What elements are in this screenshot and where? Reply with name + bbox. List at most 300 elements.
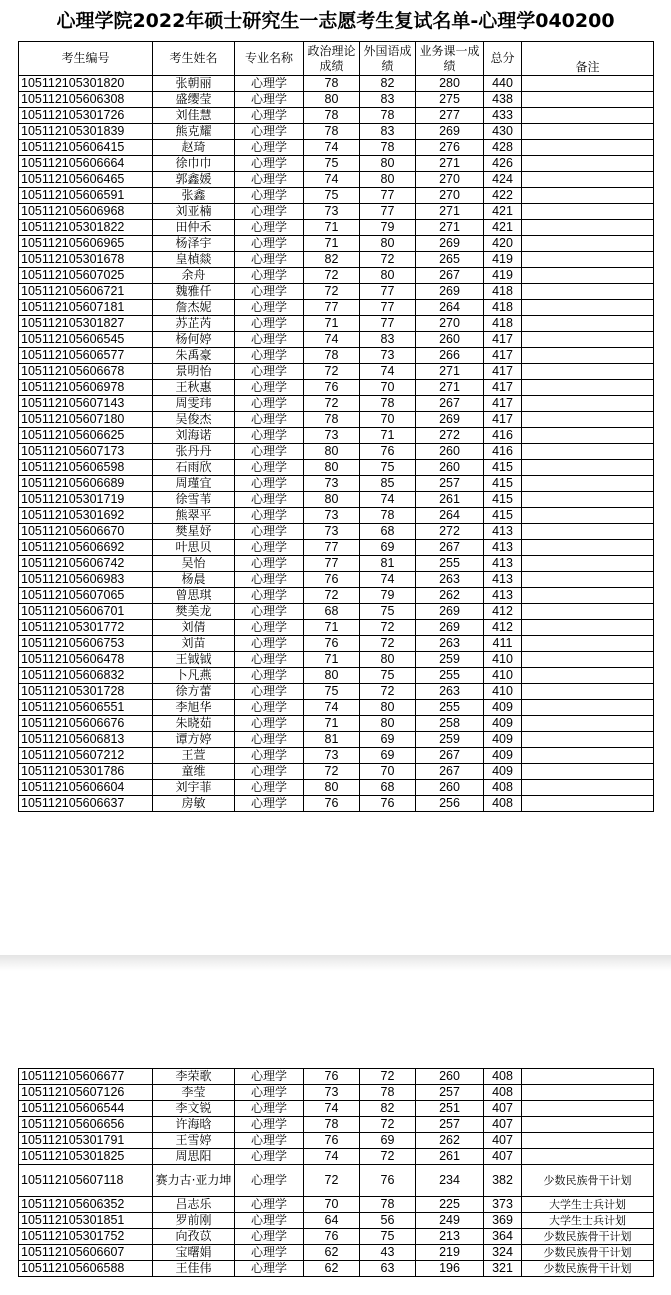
cell-major: 心理学 <box>235 268 304 284</box>
cell-foreign: 80 <box>360 268 416 284</box>
table-row <box>19 1149 654 1165</box>
cell-name: 张朝丽 <box>153 76 235 92</box>
cell-major: 心理学 <box>235 204 304 220</box>
cell-note <box>522 636 654 652</box>
cell-name: 曾思琪 <box>153 588 235 604</box>
cell-note <box>522 556 654 572</box>
cell-id: 105112105301839 <box>19 124 153 140</box>
cell-major: 心理学 <box>235 1117 304 1133</box>
cell-foreign: 77 <box>360 204 416 220</box>
table-row <box>19 412 654 428</box>
cell-name: 朱晓茹 <box>153 716 235 732</box>
table-row <box>19 764 654 780</box>
cell-professional: 264 <box>416 300 484 316</box>
table-row <box>19 1117 654 1133</box>
cell-professional: 263 <box>416 572 484 588</box>
cell-name: 吕志乐 <box>153 1197 235 1213</box>
cell-id: 105112105606965 <box>19 236 153 252</box>
cell-politics: 70 <box>304 1197 360 1213</box>
table-body-page-2 <box>19 1069 654 1277</box>
cell-foreign: 77 <box>360 188 416 204</box>
cell-note <box>522 348 654 364</box>
table-row <box>19 684 654 700</box>
cell-name: 詹杰妮 <box>153 300 235 316</box>
cell-foreign: 72 <box>360 252 416 268</box>
cell-total: 412 <box>484 604 522 620</box>
cell-id: 105112105607212 <box>19 748 153 764</box>
cell-professional: 260 <box>416 780 484 796</box>
cell-name: 李荣歌 <box>153 1069 235 1085</box>
table-row <box>19 1245 654 1261</box>
cell-note <box>522 476 654 492</box>
cell-id: 105112105301772 <box>19 620 153 636</box>
cell-professional: 269 <box>416 124 484 140</box>
cell-id: 105112105606676 <box>19 716 153 732</box>
table-row <box>19 796 654 812</box>
cell-id: 105112105606677 <box>19 1069 153 1085</box>
cell-major: 心理学 <box>235 348 304 364</box>
cell-major: 心理学 <box>235 540 304 556</box>
cell-total: 369 <box>484 1213 522 1229</box>
cell-note <box>522 524 654 540</box>
cell-id: 105112105606701 <box>19 604 153 620</box>
table-row <box>19 316 654 332</box>
table-row <box>19 700 654 716</box>
cell-total: 408 <box>484 796 522 812</box>
cell-id: 105112105606637 <box>19 796 153 812</box>
cell-professional: 255 <box>416 668 484 684</box>
cell-note <box>522 124 654 140</box>
cell-note: 少数民族骨干计划 <box>522 1261 654 1277</box>
cell-foreign: 74 <box>360 572 416 588</box>
table-row <box>19 140 654 156</box>
cell-major: 心理学 <box>235 284 304 300</box>
cell-politics: 72 <box>304 396 360 412</box>
cell-major: 心理学 <box>235 460 304 476</box>
cell-politics: 76 <box>304 1229 360 1245</box>
cell-name: 张丹丹 <box>153 444 235 460</box>
cell-note <box>522 732 654 748</box>
cell-professional: 261 <box>416 1149 484 1165</box>
cell-id: 105112105301719 <box>19 492 153 508</box>
cell-note: 少数民族骨干计划 <box>522 1229 654 1245</box>
table-row <box>19 748 654 764</box>
cell-major: 心理学 <box>235 428 304 444</box>
cell-major: 心理学 <box>235 92 304 108</box>
cell-professional: 269 <box>416 412 484 428</box>
cell-major: 心理学 <box>235 1149 304 1165</box>
cell-name: 王秋惠 <box>153 380 235 396</box>
cell-politics: 80 <box>304 444 360 460</box>
cell-major: 心理学 <box>235 220 304 236</box>
cell-politics: 73 <box>304 524 360 540</box>
cell-total: 440 <box>484 76 522 92</box>
cell-name: 赛力古·亚力坤 <box>153 1165 235 1197</box>
cell-total: 373 <box>484 1197 522 1213</box>
cell-professional: 249 <box>416 1213 484 1229</box>
table-row <box>19 172 654 188</box>
cell-foreign: 76 <box>360 444 416 460</box>
table-row <box>19 492 654 508</box>
cell-total: 428 <box>484 140 522 156</box>
cell-note <box>522 204 654 220</box>
cell-total: 407 <box>484 1149 522 1165</box>
cell-politics: 71 <box>304 620 360 636</box>
cell-name: 皇楨燚 <box>153 252 235 268</box>
cell-professional: 265 <box>416 252 484 268</box>
table-row <box>19 284 654 300</box>
cell-major: 心理学 <box>235 556 304 572</box>
table-row <box>19 572 654 588</box>
cell-note <box>522 236 654 252</box>
cell-foreign: 80 <box>360 716 416 732</box>
cell-total: 415 <box>484 460 522 476</box>
table-row <box>19 1213 654 1229</box>
cell-major: 心理学 <box>235 572 304 588</box>
cell-major: 心理学 <box>235 748 304 764</box>
cell-foreign: 70 <box>360 412 416 428</box>
cell-note <box>522 332 654 348</box>
cell-politics: 72 <box>304 268 360 284</box>
cell-major: 心理学 <box>235 652 304 668</box>
cell-name: 谭方婷 <box>153 732 235 748</box>
cell-professional: 259 <box>416 652 484 668</box>
cell-foreign: 72 <box>360 636 416 652</box>
cell-total: 430 <box>484 124 522 140</box>
cell-note <box>522 1069 654 1085</box>
table-row <box>19 460 654 476</box>
cell-politics: 76 <box>304 572 360 588</box>
cell-note <box>522 492 654 508</box>
cell-major: 心理学 <box>235 780 304 796</box>
candidate-table-page-2 <box>18 1068 654 1277</box>
cell-professional: 261 <box>416 492 484 508</box>
cell-politics: 71 <box>304 652 360 668</box>
cell-professional: 262 <box>416 588 484 604</box>
cell-id: 105112105301822 <box>19 220 153 236</box>
cell-id: 105112105607173 <box>19 444 153 460</box>
cell-politics: 74 <box>304 1149 360 1165</box>
cell-politics: 64 <box>304 1213 360 1229</box>
cell-foreign: 82 <box>360 76 416 92</box>
cell-name: 刘宇菲 <box>153 780 235 796</box>
cell-professional: 276 <box>416 140 484 156</box>
cell-foreign: 80 <box>360 172 416 188</box>
cell-politics: 71 <box>304 716 360 732</box>
header-politics: 政治理论成绩 <box>304 42 360 76</box>
cell-total: 418 <box>484 284 522 300</box>
table-header-row <box>19 42 654 76</box>
cell-major: 心理学 <box>235 396 304 412</box>
cell-major: 心理学 <box>235 796 304 812</box>
cell-note <box>522 284 654 300</box>
cell-major: 心理学 <box>235 684 304 700</box>
cell-total: 438 <box>484 92 522 108</box>
cell-id: 105112105606721 <box>19 284 153 300</box>
cell-professional: 271 <box>416 364 484 380</box>
cell-foreign: 72 <box>360 1069 416 1085</box>
cell-id: 105112105606308 <box>19 92 153 108</box>
table-row <box>19 92 654 108</box>
table-row <box>19 332 654 348</box>
cell-total: 417 <box>484 380 522 396</box>
cell-id: 105112105606625 <box>19 428 153 444</box>
table-row <box>19 300 654 316</box>
cell-name: 余舟 <box>153 268 235 284</box>
cell-total: 418 <box>484 316 522 332</box>
cell-note <box>522 444 654 460</box>
cell-foreign: 72 <box>360 684 416 700</box>
table-row <box>19 156 654 172</box>
cell-major: 心理学 <box>235 1213 304 1229</box>
cell-politics: 73 <box>304 508 360 524</box>
cell-major: 心理学 <box>235 316 304 332</box>
cell-total: 409 <box>484 732 522 748</box>
cell-name: 房敏 <box>153 796 235 812</box>
cell-id: 105112105607181 <box>19 300 153 316</box>
cell-foreign: 69 <box>360 1133 416 1149</box>
cell-note <box>522 252 654 268</box>
cell-politics: 80 <box>304 780 360 796</box>
candidate-table-page-1 <box>18 41 654 812</box>
cell-total: 433 <box>484 108 522 124</box>
cell-politics: 72 <box>304 764 360 780</box>
cell-total: 416 <box>484 444 522 460</box>
cell-professional: 213 <box>416 1229 484 1245</box>
table-row <box>19 604 654 620</box>
table-row <box>19 636 654 652</box>
cell-total: 409 <box>484 700 522 716</box>
cell-professional: 280 <box>416 76 484 92</box>
cell-note <box>522 188 654 204</box>
cell-note <box>522 684 654 700</box>
cell-note <box>522 748 654 764</box>
cell-foreign: 70 <box>360 764 416 780</box>
cell-foreign: 78 <box>360 1197 416 1213</box>
cell-note <box>522 700 654 716</box>
cell-politics: 80 <box>304 492 360 508</box>
cell-professional: 225 <box>416 1197 484 1213</box>
cell-foreign: 82 <box>360 1101 416 1117</box>
cell-note <box>522 620 654 636</box>
cell-note <box>522 796 654 812</box>
cell-major: 心理学 <box>235 1085 304 1101</box>
cell-total: 411 <box>484 636 522 652</box>
cell-professional: 257 <box>416 1085 484 1101</box>
cell-note: 大学生士兵计划 <box>522 1213 654 1229</box>
cell-note: 大学生士兵计划 <box>522 1197 654 1213</box>
header-major: 专业名称 <box>235 42 304 76</box>
header-professional: 业务课一成绩 <box>416 42 484 76</box>
cell-professional: 255 <box>416 556 484 572</box>
cell-total: 413 <box>484 540 522 556</box>
cell-foreign: 79 <box>360 588 416 604</box>
cell-id: 105112105606978 <box>19 380 153 396</box>
cell-foreign: 74 <box>360 364 416 380</box>
cell-major: 心理学 <box>235 476 304 492</box>
cell-major: 心理学 <box>235 764 304 780</box>
cell-professional: 266 <box>416 348 484 364</box>
table-row <box>19 1229 654 1245</box>
cell-professional: 269 <box>416 236 484 252</box>
cell-id: 105112105606591 <box>19 188 153 204</box>
cell-major: 心理学 <box>235 668 304 684</box>
cell-politics: 77 <box>304 556 360 572</box>
page-break <box>0 955 671 971</box>
cell-id: 105112105301786 <box>19 764 153 780</box>
cell-professional: 251 <box>416 1101 484 1117</box>
cell-note <box>522 364 654 380</box>
cell-professional: 267 <box>416 748 484 764</box>
cell-politics: 73 <box>304 748 360 764</box>
cell-major: 心理学 <box>235 380 304 396</box>
cell-total: 413 <box>484 524 522 540</box>
cell-professional: 277 <box>416 108 484 124</box>
cell-professional: 272 <box>416 524 484 540</box>
cell-foreign: 75 <box>360 668 416 684</box>
cell-note <box>522 540 654 556</box>
cell-professional: 275 <box>416 92 484 108</box>
cell-id: 105112105301827 <box>19 316 153 332</box>
cell-name: 刘倩 <box>153 620 235 636</box>
cell-professional: 267 <box>416 396 484 412</box>
cell-note <box>522 396 654 412</box>
cell-politics: 80 <box>304 92 360 108</box>
cell-id: 105112105301791 <box>19 1133 153 1149</box>
cell-politics: 74 <box>304 140 360 156</box>
cell-politics: 75 <box>304 188 360 204</box>
cell-major: 心理学 <box>235 732 304 748</box>
cell-total: 382 <box>484 1165 522 1197</box>
cell-name: 周雯玮 <box>153 396 235 412</box>
cell-total: 417 <box>484 396 522 412</box>
cell-professional: 267 <box>416 764 484 780</box>
cell-professional: 260 <box>416 460 484 476</box>
cell-foreign: 83 <box>360 92 416 108</box>
cell-major: 心理学 <box>235 188 304 204</box>
cell-note <box>522 92 654 108</box>
cell-politics: 76 <box>304 380 360 396</box>
cell-major: 心理学 <box>235 252 304 268</box>
cell-id: 105112105606968 <box>19 204 153 220</box>
cell-total: 419 <box>484 268 522 284</box>
cell-id: 105112105606415 <box>19 140 153 156</box>
cell-name: 王雪婷 <box>153 1133 235 1149</box>
cell-foreign: 72 <box>360 1117 416 1133</box>
cell-major: 心理学 <box>235 1229 304 1245</box>
cell-foreign: 80 <box>360 156 416 172</box>
cell-total: 421 <box>484 204 522 220</box>
cell-total: 324 <box>484 1245 522 1261</box>
cell-name: 童维 <box>153 764 235 780</box>
cell-major: 心理学 <box>235 1197 304 1213</box>
cell-major: 心理学 <box>235 444 304 460</box>
cell-total: 415 <box>484 492 522 508</box>
cell-note <box>522 604 654 620</box>
cell-id: 105112105607025 <box>19 268 153 284</box>
cell-id: 105112105606678 <box>19 364 153 380</box>
cell-name: 杨泽宇 <box>153 236 235 252</box>
cell-name: 田仲禾 <box>153 220 235 236</box>
cell-politics: 76 <box>304 796 360 812</box>
cell-id: 105112105606551 <box>19 700 153 716</box>
cell-major: 心理学 <box>235 1165 304 1197</box>
table-row <box>19 1133 654 1149</box>
cell-note <box>522 588 654 604</box>
cell-note <box>522 268 654 284</box>
cell-note <box>522 172 654 188</box>
cell-note <box>522 508 654 524</box>
cell-id: 105112105606545 <box>19 332 153 348</box>
cell-id: 105112105606692 <box>19 540 153 556</box>
cell-name: 刘海诺 <box>153 428 235 444</box>
cell-id: 105112105606813 <box>19 732 153 748</box>
cell-note <box>522 316 654 332</box>
table-row <box>19 444 654 460</box>
cell-id: 105112105606670 <box>19 524 153 540</box>
cell-name: 吴怡 <box>153 556 235 572</box>
cell-politics: 77 <box>304 300 360 316</box>
cell-major: 心理学 <box>235 700 304 716</box>
cell-foreign: 83 <box>360 332 416 348</box>
cell-major: 心理学 <box>235 508 304 524</box>
cell-politics: 73 <box>304 1085 360 1101</box>
cell-professional: 258 <box>416 716 484 732</box>
cell-id: 105112105301851 <box>19 1213 153 1229</box>
cell-politics: 78 <box>304 348 360 364</box>
table-row <box>19 780 654 796</box>
cell-professional: 264 <box>416 508 484 524</box>
cell-major: 心理学 <box>235 140 304 156</box>
cell-note <box>522 1133 654 1149</box>
cell-id: 105112105606664 <box>19 156 153 172</box>
cell-name: 徐巾巾 <box>153 156 235 172</box>
cell-professional: 263 <box>416 684 484 700</box>
cell-name: 宝曙娟 <box>153 1245 235 1261</box>
cell-major: 心理学 <box>235 300 304 316</box>
cell-total: 409 <box>484 764 522 780</box>
table-row <box>19 556 654 572</box>
cell-politics: 76 <box>304 1133 360 1149</box>
cell-major: 心理学 <box>235 1133 304 1149</box>
cell-note <box>522 1149 654 1165</box>
cell-professional: 269 <box>416 284 484 300</box>
cell-foreign: 78 <box>360 508 416 524</box>
cell-professional: 255 <box>416 700 484 716</box>
cell-note <box>522 300 654 316</box>
cell-foreign: 73 <box>360 348 416 364</box>
cell-professional: 270 <box>416 172 484 188</box>
cell-note <box>522 76 654 92</box>
cell-total: 415 <box>484 476 522 492</box>
cell-total: 412 <box>484 620 522 636</box>
cell-id: 105112105606656 <box>19 1117 153 1133</box>
cell-foreign: 81 <box>360 556 416 572</box>
header-id: 考生编号 <box>19 42 153 76</box>
cell-note <box>522 668 654 684</box>
cell-note <box>522 460 654 476</box>
cell-id: 105112105607065 <box>19 588 153 604</box>
cell-politics: 74 <box>304 172 360 188</box>
cell-professional: 270 <box>416 188 484 204</box>
cell-name: 杨何婷 <box>153 332 235 348</box>
cell-major: 心理学 <box>235 588 304 604</box>
cell-note <box>522 652 654 668</box>
cell-politics: 81 <box>304 732 360 748</box>
cell-politics: 71 <box>304 236 360 252</box>
cell-professional: 271 <box>416 220 484 236</box>
cell-major: 心理学 <box>235 156 304 172</box>
